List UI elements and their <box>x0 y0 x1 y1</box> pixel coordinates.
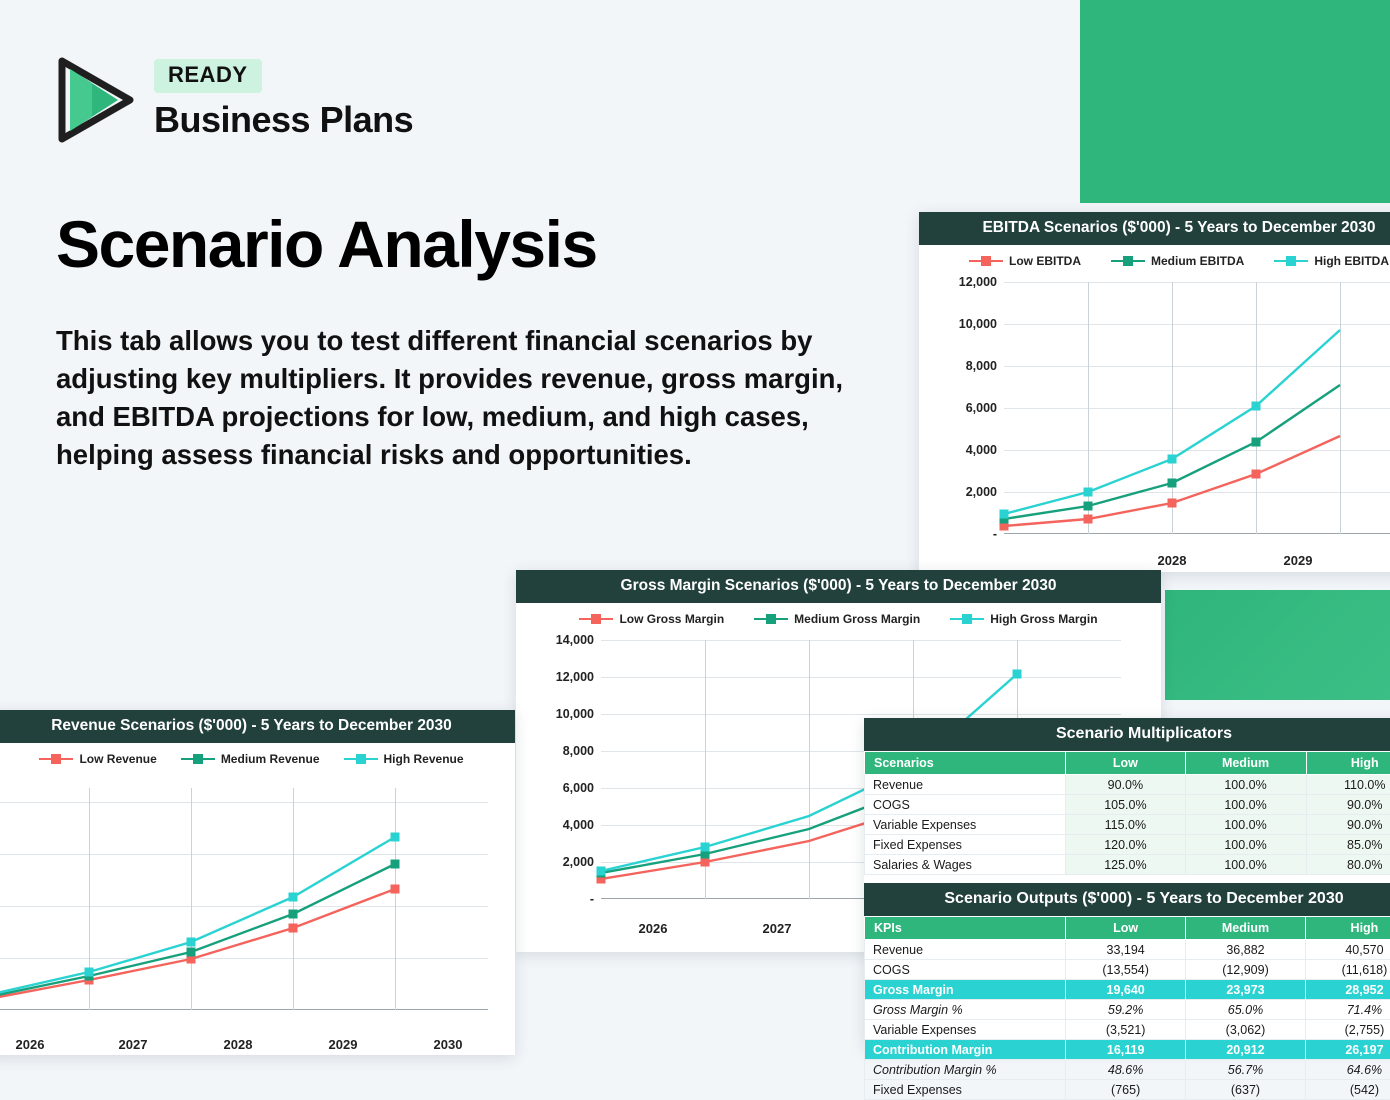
legend-swatch-low <box>39 758 73 760</box>
cell-low: 115.0% <box>1066 815 1185 835</box>
table-row <box>865 1020 1390 1040</box>
page-description: This tab allows you to test different financial scenarios by adjusting key multipliers. It provides revenue, gross margin, and EBITDA projections for low, medium, and high cases, helping assess financial risks and opportunities. <box>56 322 851 474</box>
ebitda-ytick-12000: 12,000 <box>959 275 1004 289</box>
brand-name: Business Plans <box>154 99 413 141</box>
ebitda-plot-area <box>1004 282 1390 544</box>
legend-swatch-low <box>969 260 1003 262</box>
row-label: COGS <box>865 960 1066 980</box>
revenue-xtick-2026: 2026 <box>16 1028 45 1052</box>
gm-ytick-8000: 8,000 <box>563 744 601 758</box>
cell-low: 33,194 <box>1066 940 1186 960</box>
gm-ytick-14000: 14,000 <box>556 633 601 647</box>
cell-medium: 100.0% <box>1185 815 1306 835</box>
gm-ytick-6000: 6,000 <box>563 781 601 795</box>
page-title: Scenario Analysis <box>56 206 597 282</box>
legend-swatch-low <box>579 618 613 620</box>
row-label: Variable Expenses <box>865 815 1066 835</box>
ebitda-ytick-zero: - <box>993 527 1004 541</box>
table-row <box>865 775 1390 795</box>
table-row <box>865 1080 1390 1100</box>
revenue-chart-title: Revenue Scenarios ($'000) - 5 Years to December 2030 <box>0 710 515 743</box>
cell-medium: 100.0% <box>1185 775 1306 795</box>
ebitda-legend <box>919 245 1390 272</box>
table-row <box>865 1060 1390 1080</box>
gm-ytick-12000: 12,000 <box>556 670 601 684</box>
legend-item-high-gross-margin <box>950 612 1097 626</box>
row-label: Revenue <box>865 940 1066 960</box>
play-triangle-logo-icon <box>56 55 136 145</box>
ebitda-ytick-10000: 10,000 <box>959 317 1004 331</box>
cell-high: 110.0% <box>1306 775 1390 795</box>
legend-label-medium-gross-margin: Medium Gross Margin <box>794 612 920 626</box>
cell-low: (765) <box>1066 1080 1186 1100</box>
column-header-high: High <box>1305 917 1390 940</box>
row-label: COGS <box>865 795 1066 815</box>
cell-high: 71.4% <box>1305 1000 1390 1020</box>
legend-item-low-gross-margin <box>579 612 724 626</box>
cell-low: 16,119 <box>1066 1040 1186 1060</box>
gross-margin-chart-title: Gross Margin Scenarios ($'000) - 5 Years to December 2030 <box>516 570 1161 603</box>
gm-ytick-2000: 2,000 <box>563 855 601 869</box>
cell-low: 120.0% <box>1066 835 1185 855</box>
ready-badge: READY <box>154 59 262 93</box>
row-label: Fixed Expenses <box>865 835 1066 855</box>
cell-medium: 100.0% <box>1185 835 1306 855</box>
legend-item-low-ebitda <box>969 254 1081 268</box>
cell-low: 19,640 <box>1066 980 1186 1000</box>
cell-low: 125.0% <box>1066 855 1185 875</box>
column-header-high: High <box>1306 752 1390 775</box>
cell-high: 90.0% <box>1306 795 1390 815</box>
ebitda-ytick-6000: 6,000 <box>966 401 1004 415</box>
brand-lockup <box>56 55 413 145</box>
cell-high: 26,197 <box>1305 1040 1390 1060</box>
row-label: Variable Expenses <box>865 1020 1066 1040</box>
cell-high: 90.0% <box>1306 815 1390 835</box>
cell-high: 85.0% <box>1306 835 1390 855</box>
legend-swatch-high <box>950 618 984 620</box>
scenario-multiplicators-title: Scenario Multiplicators <box>864 718 1390 751</box>
column-header-kpis: KPIs <box>865 917 1066 940</box>
row-label: Contribution Margin <box>865 1040 1066 1060</box>
cell-low: 90.0% <box>1066 775 1185 795</box>
cell-medium: (12,909) <box>1186 960 1306 980</box>
table-row-highlight <box>865 980 1390 1000</box>
scenario-tables-panel <box>864 718 1390 1048</box>
revenue-xtick-2029: 2029 <box>329 1028 358 1052</box>
table-row <box>865 795 1390 815</box>
cell-medium: 36,882 <box>1186 940 1306 960</box>
gm-ytick-zero: - <box>590 892 601 906</box>
ebitda-ytick-2000: 2,000 <box>966 485 1004 499</box>
legend-label-high-gross-margin: High Gross Margin <box>990 612 1097 626</box>
cell-medium: 100.0% <box>1185 855 1306 875</box>
revenue-xtick-2027: 2027 <box>119 1028 148 1052</box>
ebitda-xtick-2029: 2029 <box>1284 544 1313 568</box>
column-header-low: Low <box>1066 752 1185 775</box>
row-label: Contribution Margin % <box>865 1060 1066 1080</box>
revenue-xtick-2028: 2028 <box>224 1028 253 1052</box>
cell-high: (542) <box>1305 1080 1390 1100</box>
gm-ytick-4000: 4,000 <box>563 818 601 832</box>
column-header-medium: Medium <box>1185 752 1306 775</box>
legend-swatch-medium <box>754 618 788 620</box>
table-header-row <box>865 752 1390 775</box>
table-header-row <box>865 917 1390 940</box>
legend-label-low-gross-margin: Low Gross Margin <box>619 612 724 626</box>
legend-swatch-high <box>344 758 378 760</box>
decorative-green-block-middle <box>1165 590 1390 700</box>
cell-medium: 23,973 <box>1186 980 1306 1000</box>
legend-label-low-ebitda: Low EBITDA <box>1009 254 1081 268</box>
cell-high: (11,618) <box>1305 960 1390 980</box>
legend-item-low-revenue <box>39 752 156 766</box>
revenue-plot-area <box>0 788 488 1028</box>
row-label: Gross Margin % <box>865 1000 1066 1020</box>
legend-item-medium-revenue <box>181 752 320 766</box>
ebitda-series-lines <box>1004 282 1390 544</box>
cell-medium: 20,912 <box>1186 1040 1306 1060</box>
ebitda-chart-panel <box>919 212 1390 572</box>
gross-margin-legend <box>516 603 1161 630</box>
gm-xtick-2026: 2026 <box>639 912 668 936</box>
legend-swatch-medium <box>1111 260 1145 262</box>
legend-item-high-revenue <box>344 752 464 766</box>
legend-swatch-medium <box>181 758 215 760</box>
cell-high: 28,952 <box>1305 980 1390 1000</box>
row-label: Fixed Expenses <box>865 1080 1066 1100</box>
legend-item-high-ebitda <box>1274 254 1389 268</box>
cell-high: (2,755) <box>1305 1020 1390 1040</box>
revenue-legend <box>0 743 515 770</box>
ebitda-xtick-2028: 2028 <box>1158 544 1187 568</box>
cell-low: 48.6% <box>1066 1060 1186 1080</box>
table-row <box>865 835 1390 855</box>
cell-medium: (3,062) <box>1186 1020 1306 1040</box>
row-label: Gross Margin <box>865 980 1066 1000</box>
table-row <box>865 940 1390 960</box>
revenue-chart-panel <box>0 710 515 1055</box>
cell-high: 40,570 <box>1305 940 1390 960</box>
row-label: Salaries & Wages <box>865 855 1066 875</box>
cell-low: (3,521) <box>1066 1020 1186 1040</box>
column-header-scenarios: Scenarios <box>865 752 1066 775</box>
legend-item-medium-gross-margin <box>754 612 920 626</box>
table-row <box>865 1000 1390 1020</box>
ebitda-ytick-4000: 4,000 <box>966 443 1004 457</box>
revenue-series-lines <box>0 788 488 1028</box>
cell-high: 80.0% <box>1306 855 1390 875</box>
gm-ytick-10000: 10,000 <box>556 707 601 721</box>
cell-low: 59.2% <box>1066 1000 1186 1020</box>
cell-low: 105.0% <box>1066 795 1185 815</box>
table-row <box>865 960 1390 980</box>
cell-medium: (637) <box>1186 1080 1306 1100</box>
cell-medium: 56.7% <box>1186 1060 1306 1080</box>
gm-xtick-2027: 2027 <box>763 912 792 936</box>
legend-label-low-revenue: Low Revenue <box>79 752 156 766</box>
ebitda-ytick-8000: 8,000 <box>966 359 1004 373</box>
scenario-outputs-title: Scenario Outputs ($'000) - 5 Years to December 2030 <box>864 883 1390 916</box>
table-row <box>865 855 1390 875</box>
cell-low: (13,554) <box>1066 960 1186 980</box>
scenario-outputs-table <box>864 916 1390 1100</box>
legend-label-medium-ebitda: Medium EBITDA <box>1151 254 1244 268</box>
cell-medium: 65.0% <box>1186 1000 1306 1020</box>
decorative-green-block-top <box>1080 0 1390 203</box>
revenue-xtick-2030: 2030 <box>434 1028 463 1052</box>
legend-label-high-revenue: High Revenue <box>384 752 464 766</box>
table-row <box>865 815 1390 835</box>
column-header-medium: Medium <box>1186 917 1306 940</box>
cell-high: 64.6% <box>1305 1060 1390 1080</box>
row-label: Revenue <box>865 775 1066 795</box>
scenario-multiplicators-table <box>864 751 1390 875</box>
legend-item-medium-ebitda <box>1111 254 1244 268</box>
column-header-low: Low <box>1066 917 1186 940</box>
legend-swatch-high <box>1274 260 1308 262</box>
ebitda-chart-title: EBITDA Scenarios ($'000) - 5 Years to December 2030 <box>919 212 1390 245</box>
legend-label-high-ebitda: High EBITDA <box>1314 254 1389 268</box>
legend-label-medium-revenue: Medium Revenue <box>221 752 320 766</box>
cell-medium: 100.0% <box>1185 795 1306 815</box>
